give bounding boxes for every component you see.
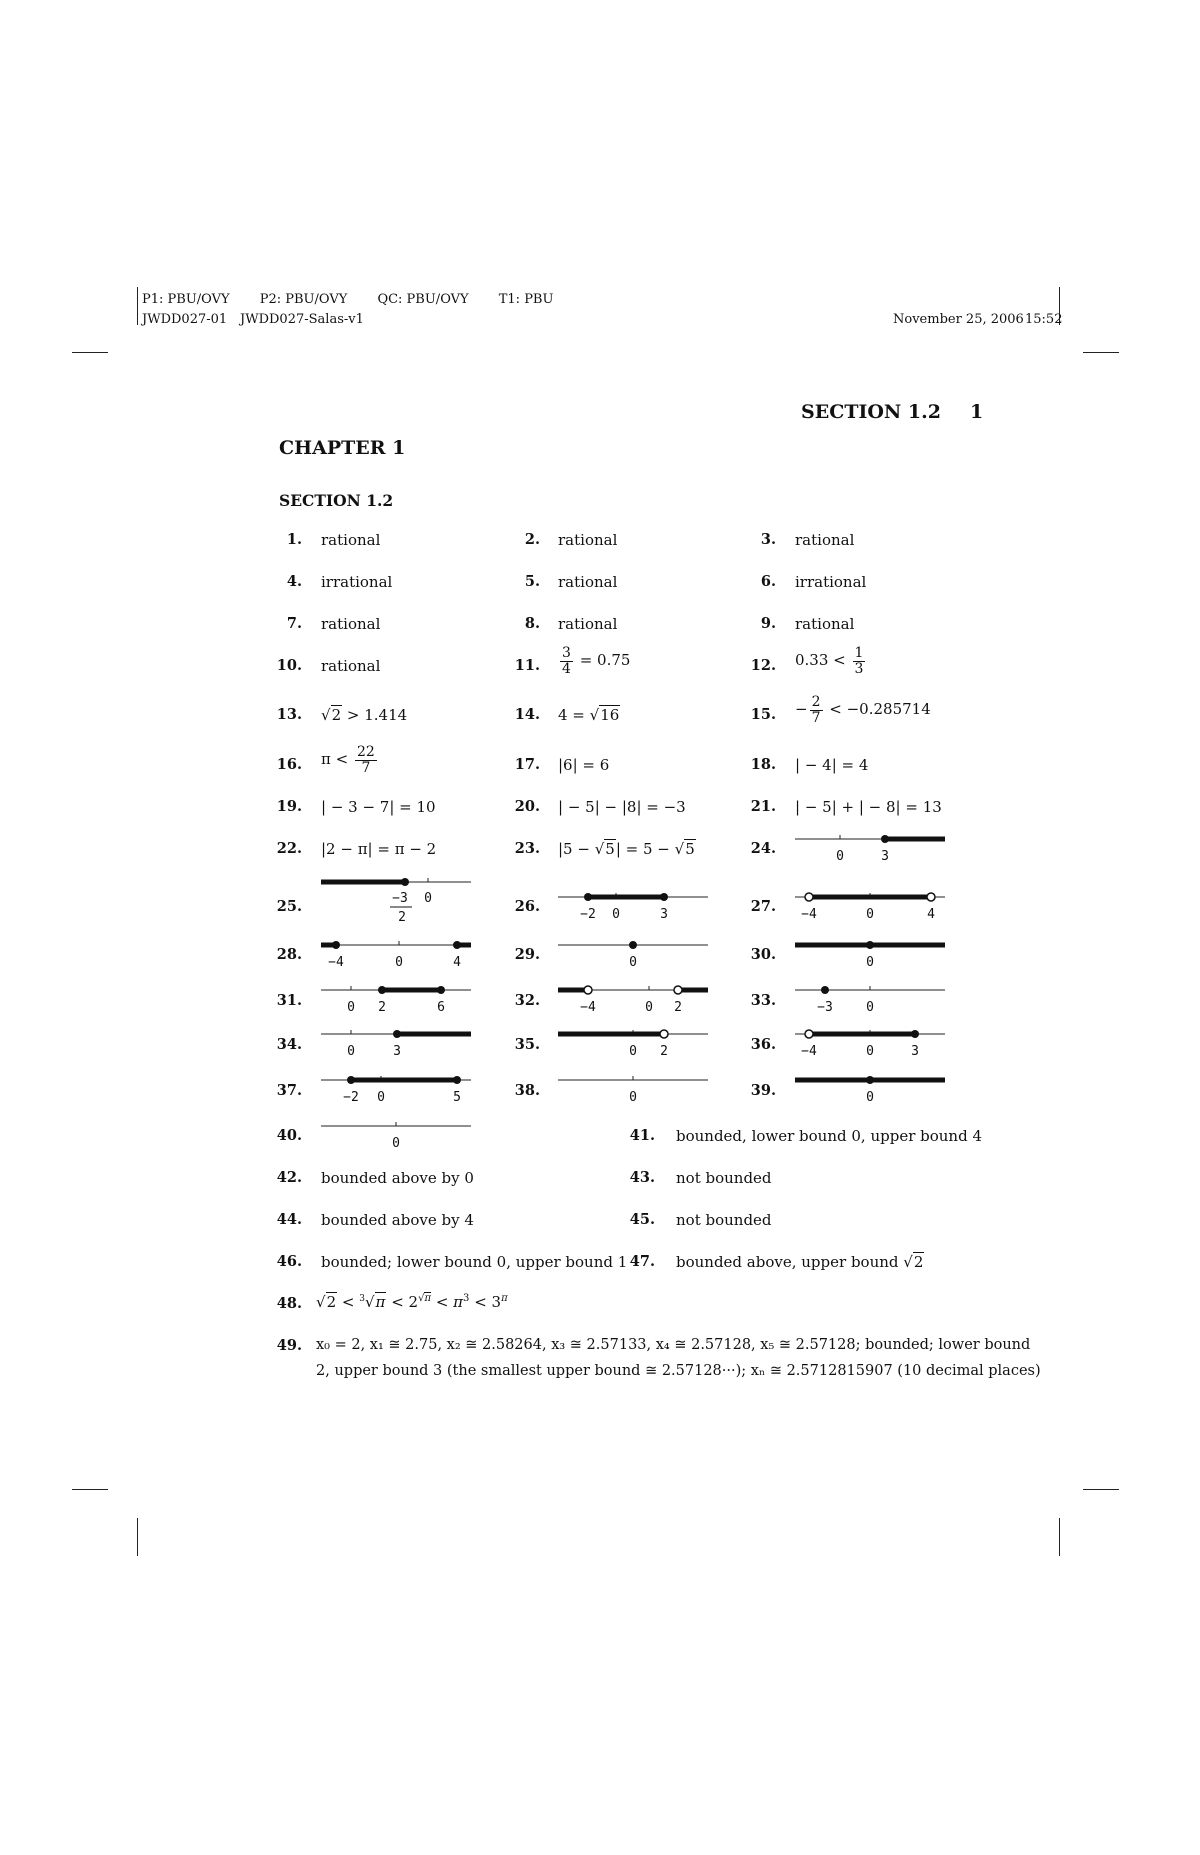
answer-text: not bounded — [676, 1169, 772, 1187]
item-number: 39. — [750, 1082, 776, 1099]
item-number: 8. — [524, 615, 540, 632]
item-number: 5. — [524, 573, 540, 590]
less-than: < — [391, 1293, 404, 1311]
tick-label: 3 — [393, 1044, 401, 1059]
answer-text: | − 5| + | − 8| = 13 — [795, 798, 942, 816]
tick-label: 0 — [629, 1044, 637, 1059]
radicand: 16 — [600, 706, 620, 724]
closed-endpoint — [584, 893, 592, 901]
t1-label: T1: PBU — [498, 292, 554, 307]
item-number: 2. — [524, 531, 540, 548]
denominator: 7 — [361, 759, 371, 776]
number-line-38 — [558, 1068, 708, 1108]
radicand: 5 — [605, 840, 615, 858]
radicand: 5 — [685, 840, 695, 858]
numerator: 1 — [854, 645, 864, 661]
tick-label: 2 — [398, 910, 406, 925]
item-number: 29. — [514, 946, 540, 963]
item-number: 32. — [514, 992, 540, 1009]
job-code-1: JWDD027-01 — [142, 312, 228, 327]
answer-text: rational — [321, 615, 381, 633]
print-date: November 25, 2006 — [893, 312, 1024, 327]
numerator: 22 — [356, 744, 375, 760]
item-number: 34. — [276, 1036, 302, 1053]
tick-label: 0 — [866, 1000, 874, 1015]
number-line-39 — [795, 1068, 945, 1108]
item-number: 37. — [276, 1082, 302, 1099]
number-line-25 — [321, 872, 471, 926]
tick-label: 0 — [377, 1090, 385, 1105]
item-number: 30. — [750, 946, 776, 963]
tick-label: 2 — [674, 1000, 682, 1015]
tick-label: −3 — [392, 891, 408, 906]
answer-text: irrational — [321, 573, 393, 591]
answer-text: not bounded — [676, 1211, 772, 1229]
item-number: 11. — [514, 657, 540, 674]
tick-label: 6 — [437, 1000, 445, 1015]
answer-math: |5 − √5| = 5 − √5 — [558, 840, 695, 858]
answer-text: |6| = 6 — [558, 756, 610, 774]
item-number: 15. — [750, 706, 776, 723]
item-number: 35. — [514, 1036, 540, 1053]
item-number: 13. — [276, 706, 302, 723]
item-number: 12. — [750, 657, 776, 674]
tick-label: 0 — [866, 1090, 874, 1105]
tick-label: −2 — [580, 907, 596, 922]
production-header — [142, 292, 553, 307]
section-title: SECTION 1.2 — [279, 491, 394, 510]
number-line-31 — [321, 978, 471, 1018]
answer-text: < −0.285714 — [829, 700, 931, 719]
crop-mark — [137, 1518, 138, 1556]
fraction — [560, 646, 573, 676]
print-time: 15:52 — [1025, 312, 1063, 327]
answer-text: rational — [558, 573, 618, 591]
answer-text: π < — [321, 750, 349, 769]
item-number: 1. — [286, 531, 302, 548]
item-number: 43. — [629, 1169, 655, 1186]
item-number: 28. — [276, 946, 302, 963]
number-line-28 — [321, 934, 471, 974]
answer-text: | = 5 − — [615, 840, 670, 858]
item-number: 38. — [514, 1082, 540, 1099]
open-endpoint — [660, 1030, 668, 1038]
crop-mark — [1083, 352, 1119, 353]
number-line-37 — [321, 1068, 471, 1108]
item-number: 47. — [629, 1253, 655, 1270]
answer-text: 2, upper bound 3 (the smallest upper bound ≅ 2.57128···); xₙ ≅ 2.5712815907 (10 decimal places) — [316, 1363, 1041, 1379]
answer-text: rational — [558, 531, 618, 549]
item-number: 22. — [276, 840, 302, 857]
tick-label: 3 — [881, 849, 889, 864]
answer-text: rational — [795, 531, 855, 549]
fraction — [355, 745, 377, 775]
item-number: 25. — [276, 898, 302, 915]
fraction — [853, 646, 866, 676]
open-endpoint — [805, 893, 813, 901]
answer-math — [795, 695, 931, 725]
answer-math: √2 > 1.414 — [321, 706, 408, 724]
answer-text: bounded above, upper bound — [676, 1253, 899, 1271]
qc-label: QC: PBU/OVY — [377, 292, 469, 307]
item-number: 20. — [514, 798, 540, 815]
item-number: 31. — [276, 992, 302, 1009]
closed-endpoint — [437, 986, 445, 994]
item-number: 26. — [514, 898, 540, 915]
answer-math — [321, 745, 379, 775]
item-number: 6. — [760, 573, 776, 590]
open-endpoint — [674, 986, 682, 994]
tick-label: 0 — [347, 1044, 355, 1059]
answer-text: | − 5| − |8| = −3 — [558, 798, 686, 816]
answer-math: bounded above, upper bound √2 — [676, 1253, 924, 1271]
item-number: 46. — [276, 1253, 302, 1270]
item-number: 23. — [514, 840, 540, 857]
less-than: < — [435, 1293, 449, 1311]
answer-text: 0.33 < — [795, 651, 846, 670]
closed-endpoint — [629, 941, 637, 949]
closed-endpoint — [911, 1030, 919, 1038]
answer-text: rational — [795, 615, 855, 633]
answer-math — [795, 646, 867, 676]
page-number: 1 — [970, 401, 984, 423]
answer-text: 4 = — [558, 706, 585, 724]
item-number: 44. — [276, 1211, 302, 1228]
item-number: 48. — [276, 1295, 302, 1312]
minus-sign: − — [795, 700, 808, 719]
number-line-27 — [795, 885, 945, 925]
radicand: 2 — [331, 706, 342, 724]
item-number: 33. — [750, 992, 776, 1009]
number-line-26 — [558, 885, 708, 925]
tick-label: 0 — [836, 849, 844, 864]
tick-label: 0 — [629, 1090, 637, 1105]
item-number: 42. — [276, 1169, 302, 1186]
tick-label: −4 — [801, 907, 817, 922]
closed-endpoint — [866, 1076, 874, 1084]
tick-label: 2 — [378, 1000, 386, 1015]
tick-label: 0 — [347, 1000, 355, 1015]
answer-text: irrational — [795, 573, 867, 591]
item-number: 17. — [514, 756, 540, 773]
radicand: 2 — [913, 1253, 924, 1271]
closed-endpoint — [453, 1076, 461, 1084]
answer-text: bounded above by 4 — [321, 1211, 474, 1229]
tick-label: 3 — [911, 1044, 919, 1059]
number-line-24 — [795, 825, 945, 865]
closed-endpoint — [332, 941, 340, 949]
closed-endpoint — [866, 941, 874, 949]
answer-text: rational — [558, 615, 618, 633]
tick-label: 0 — [866, 955, 874, 970]
item-number: 27. — [750, 898, 776, 915]
answer-text: | − 3 − 7| = 10 — [321, 798, 436, 816]
item-number: 41. — [629, 1127, 655, 1144]
tick-label: 0 — [866, 1044, 874, 1059]
answer-text: bounded above by 0 — [321, 1169, 474, 1187]
answer-text: rational — [321, 531, 381, 549]
answer-text: = 0.75 — [579, 651, 631, 670]
tick-label: 0 — [392, 1136, 400, 1151]
fraction — [810, 695, 823, 725]
answer-text: x₀ = 2, x₁ ≅ 2.75, x₂ ≅ 2.58264, x₃ ≅ 2.57133, x₄ ≅ 2.57128, x₅ ≅ 2.57128; bounded; lower bound — [316, 1337, 1031, 1353]
job-code-2: JWDD027-Salas-v1 — [240, 312, 364, 327]
number-line-34 — [321, 1022, 471, 1062]
numerator: 2 — [811, 694, 821, 710]
tick-label: 0 — [645, 1000, 653, 1015]
tick-label: 0 — [395, 955, 403, 970]
tick-label: −3 — [817, 1000, 833, 1015]
number-line-36 — [795, 1022, 945, 1062]
answer-text: |5 − — [558, 840, 590, 858]
tick-label: 3 — [660, 907, 668, 922]
item-number: 49. — [276, 1337, 302, 1354]
p1-label: P1: PBU/OVY — [142, 292, 230, 307]
closed-endpoint — [401, 878, 409, 886]
tick-label: −4 — [801, 1044, 817, 1059]
crop-mark — [1059, 1518, 1060, 1556]
denominator: 7 — [811, 709, 821, 726]
tick-label: 0 — [866, 907, 874, 922]
item-number: 21. — [750, 798, 776, 815]
answer-math: 4 = √16 — [558, 706, 620, 724]
crop-mark — [72, 352, 108, 353]
less-than: < — [474, 1293, 487, 1311]
closed-endpoint — [393, 1030, 401, 1038]
item-number: 4. — [286, 573, 302, 590]
tick-label: 4 — [927, 907, 935, 922]
answer-text: bounded, lower bound 0, upper bound 4 — [676, 1127, 983, 1145]
denominator: 3 — [854, 660, 864, 677]
number-line-29 — [558, 934, 708, 974]
tick-label: 0 — [629, 955, 637, 970]
radicand: 2 — [326, 1293, 337, 1311]
item-number: 24. — [750, 840, 776, 857]
tick-label: 5 — [453, 1090, 461, 1105]
crop-mark — [1083, 1489, 1119, 1490]
less-than: < — [341, 1293, 355, 1311]
closed-endpoint — [453, 941, 461, 949]
item-number: 36. — [750, 1036, 776, 1053]
number-line-33 — [795, 978, 945, 1018]
tick-label: −4 — [580, 1000, 596, 1015]
answer-math: $√2 < ^3√\pi < 2^{√\pi} < \pi^3 < 3^\pi$ — [316, 1293, 508, 1311]
answer-text: |2 − π| = π − 2 — [321, 840, 437, 858]
answer-text: bounded; lower bound 0, upper bound 1 — [321, 1253, 628, 1271]
crop-mark — [137, 287, 138, 325]
open-endpoint — [584, 986, 592, 994]
number-line-40 — [321, 1114, 471, 1154]
tick-label: 0 — [424, 891, 432, 906]
tick-label: 2 — [660, 1044, 668, 1059]
open-endpoint — [805, 1030, 813, 1038]
answer-text: > 1.414 — [346, 706, 408, 724]
item-number: 7. — [286, 615, 302, 632]
item-number: 10. — [276, 657, 302, 674]
item-number: 40. — [276, 1127, 302, 1144]
closed-endpoint — [881, 835, 889, 843]
item-number: 45. — [629, 1211, 655, 1228]
closed-endpoint — [660, 893, 668, 901]
tick-label: 0 — [612, 907, 620, 922]
closed-endpoint — [821, 986, 829, 994]
closed-endpoint — [347, 1076, 355, 1084]
crop-mark — [72, 1489, 108, 1490]
denominator: 4 — [562, 660, 571, 677]
chapter-title: CHAPTER 1 — [279, 437, 406, 459]
item-number: 16. — [276, 756, 302, 773]
numerator: 3 — [562, 645, 571, 661]
item-number: 14. — [514, 706, 540, 723]
item-number: 9. — [760, 615, 776, 632]
closed-endpoint — [378, 986, 386, 994]
answer-math — [558, 646, 630, 676]
running-head-section: SECTION 1.2 — [801, 401, 941, 423]
item-number: 19. — [276, 798, 302, 815]
number-line-35 — [558, 1022, 708, 1062]
item-number: 3. — [760, 531, 776, 548]
tick-label: −4 — [328, 955, 344, 970]
open-endpoint — [927, 893, 935, 901]
item-number: 18. — [750, 756, 776, 773]
tick-label: 4 — [453, 955, 461, 970]
tick-label: −2 — [343, 1090, 359, 1105]
number-line-30 — [795, 934, 945, 974]
answer-text: rational — [321, 657, 381, 675]
p2-label: P2: PBU/OVY — [259, 292, 348, 307]
answer-text: | − 4| = 4 — [795, 756, 869, 774]
number-line-32 — [558, 978, 708, 1018]
